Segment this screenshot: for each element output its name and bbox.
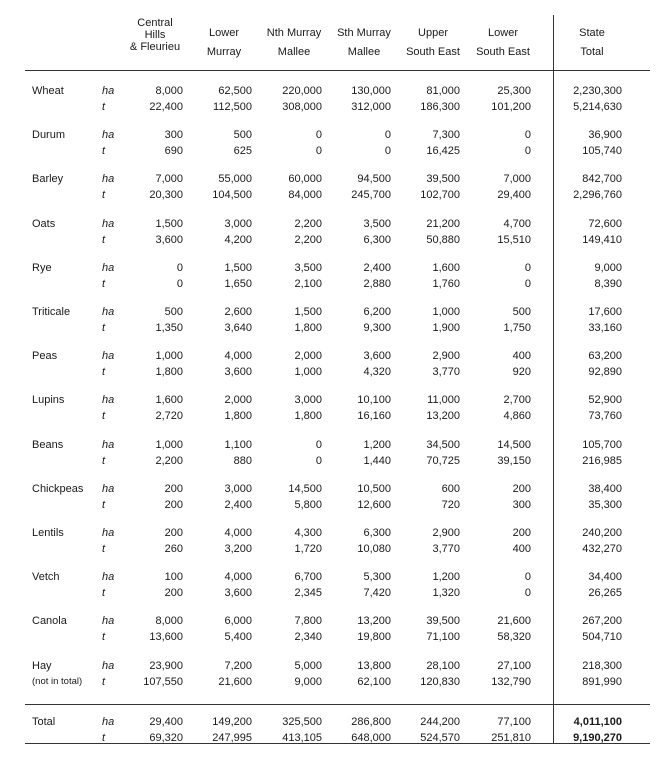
table-cell: 20,300 bbox=[149, 189, 183, 201]
table-cell: 33,160 bbox=[588, 322, 622, 334]
table-cell: 1,800 bbox=[294, 322, 322, 334]
table-cell: 500 bbox=[164, 306, 183, 318]
table-cell: 186,300 bbox=[420, 101, 460, 113]
table-cell: 3,600 bbox=[363, 350, 391, 362]
table-cell: 107,550 bbox=[143, 676, 183, 688]
table-cell: 200 bbox=[164, 483, 183, 495]
crop-note: (not in total) bbox=[32, 676, 83, 687]
table-cell: 36,900 bbox=[588, 129, 622, 141]
table-cell: 1,720 bbox=[294, 543, 322, 555]
unit-t: t bbox=[102, 234, 106, 246]
table-cell: 1,440 bbox=[363, 455, 391, 467]
table-cell: 7,200 bbox=[224, 660, 252, 672]
table-cell: 5,214,630 bbox=[573, 101, 622, 113]
table-cell: 0 bbox=[384, 145, 391, 157]
table-cell: 8,000 bbox=[155, 85, 183, 97]
table-cell: 267,200 bbox=[582, 615, 622, 627]
table-cell: 101,200 bbox=[491, 101, 531, 113]
table-cell: 0 bbox=[524, 587, 531, 599]
table-cell: 4,860 bbox=[503, 410, 531, 422]
unit-ha: ha bbox=[102, 439, 115, 451]
table-cell: 244,200 bbox=[420, 716, 460, 728]
table-cell: 920 bbox=[512, 366, 531, 378]
table-cell: 4,011,100 bbox=[573, 716, 622, 728]
table-cell: 16,160 bbox=[357, 410, 391, 422]
table-cell: 13,600 bbox=[149, 631, 183, 643]
table-cell: 69,320 bbox=[149, 732, 183, 744]
table-cell: 73,760 bbox=[588, 410, 622, 422]
table-cell: 149,200 bbox=[212, 716, 252, 728]
table-cell: 13,200 bbox=[357, 615, 391, 627]
table-cell: 25,300 bbox=[497, 85, 531, 97]
table-cell: 2,700 bbox=[503, 394, 531, 406]
table-cell: 100 bbox=[164, 571, 183, 583]
unit-ha: ha bbox=[102, 394, 115, 406]
table-cell: 5,400 bbox=[224, 631, 252, 643]
table-cell: 55,000 bbox=[218, 173, 252, 185]
table-cell: 0 bbox=[176, 262, 183, 274]
table-cell: 5,000 bbox=[294, 660, 322, 672]
table-cell: 16,425 bbox=[426, 145, 460, 157]
table-cell: 400 bbox=[512, 543, 531, 555]
table-cell: 1,500 bbox=[294, 306, 322, 318]
table-cell: 1,900 bbox=[432, 322, 460, 334]
table-cell: 4,000 bbox=[224, 350, 252, 362]
table-cell: 34,400 bbox=[588, 571, 622, 583]
table-cell: 7,000 bbox=[155, 173, 183, 185]
crop-name: Lupins bbox=[32, 394, 65, 406]
table-cell: 1,200 bbox=[363, 439, 391, 451]
unit-ha: ha bbox=[102, 615, 115, 627]
unit-ha: ha bbox=[102, 350, 115, 362]
table-cell: 3,640 bbox=[224, 322, 252, 334]
table-cell: 625 bbox=[233, 145, 252, 157]
table-cell: 1,800 bbox=[224, 410, 252, 422]
unit-t: t bbox=[102, 101, 106, 113]
table-cell: 2,200 bbox=[294, 234, 322, 246]
table-cell: 2,400 bbox=[224, 499, 252, 511]
table-cell: 690 bbox=[164, 145, 183, 157]
table-cell: 2,296,760 bbox=[573, 189, 622, 201]
table-cell: 1,100 bbox=[224, 439, 252, 451]
table-cell: 35,300 bbox=[588, 499, 622, 511]
table-cell: 1,350 bbox=[155, 322, 183, 334]
crop-name: Peas bbox=[32, 350, 58, 362]
table-cell: 2,000 bbox=[294, 350, 322, 362]
table-cell: 149,410 bbox=[582, 234, 622, 246]
crop-name: Lentils bbox=[32, 527, 64, 539]
table-cell: 3,600 bbox=[155, 234, 183, 246]
table-cell: 4,320 bbox=[363, 366, 391, 378]
table-cell: 104,500 bbox=[212, 189, 252, 201]
table-cell: 9,000 bbox=[594, 262, 622, 274]
table-cell: 26,265 bbox=[588, 587, 622, 599]
table-cell: 240,200 bbox=[582, 527, 622, 539]
crop-label bbox=[32, 526, 64, 540]
unit-ha: ha bbox=[102, 173, 115, 185]
table-cell: 10,500 bbox=[357, 483, 391, 495]
unit-t: t bbox=[102, 499, 106, 511]
table-cell: 0 bbox=[384, 129, 391, 141]
unit-t: t bbox=[102, 278, 106, 290]
table-cell: 891,990 bbox=[582, 676, 622, 688]
table-cell: 2,900 bbox=[432, 527, 460, 539]
unit-ha: ha bbox=[102, 527, 115, 539]
table-cell: 0 bbox=[176, 278, 183, 290]
table-cell: 6,200 bbox=[363, 306, 391, 318]
table-cell: 1,800 bbox=[294, 410, 322, 422]
table-cell: 5,300 bbox=[363, 571, 391, 583]
crop-name: Hay bbox=[32, 660, 52, 672]
table-cell: 4,000 bbox=[224, 571, 252, 583]
table-cell: 2,345 bbox=[294, 587, 322, 599]
table-cell: 29,400 bbox=[149, 716, 183, 728]
table-cell: 81,000 bbox=[426, 85, 460, 97]
table-cell: 9,190,270 bbox=[573, 732, 622, 744]
table-cell: 10,080 bbox=[357, 543, 391, 555]
table-cell: 524,570 bbox=[420, 732, 460, 744]
table-cell: 21,600 bbox=[218, 676, 252, 688]
table-cell: 105,740 bbox=[582, 145, 622, 157]
unit-t: t bbox=[102, 631, 106, 643]
table-cell: 2,720 bbox=[155, 410, 183, 422]
crop-label bbox=[32, 84, 64, 98]
table-cell: 245,700 bbox=[351, 189, 391, 201]
table-cell: 3,600 bbox=[224, 587, 252, 599]
table-cell: 6,700 bbox=[294, 571, 322, 583]
table-cell: 0 bbox=[524, 262, 531, 274]
table-cell: 11,000 bbox=[427, 394, 460, 406]
unit-ha: ha bbox=[102, 660, 115, 672]
table-cell: 218,300 bbox=[582, 660, 622, 672]
table-cell: 260 bbox=[164, 543, 183, 555]
table-cell: 13,200 bbox=[426, 410, 460, 422]
crop-label bbox=[32, 659, 82, 691]
column-header: Nth Murray Mallee bbox=[266, 27, 322, 58]
table-cell: 4,700 bbox=[503, 218, 531, 230]
table-cell: 880 bbox=[233, 455, 252, 467]
crop-name: Chickpeas bbox=[32, 483, 84, 495]
table-cell: 132,790 bbox=[491, 676, 531, 688]
table-cell: 720 bbox=[441, 499, 460, 511]
table-cell: 1,600 bbox=[432, 262, 460, 274]
unit-ha: ha bbox=[102, 129, 115, 141]
table-cell: 8,390 bbox=[594, 278, 622, 290]
unit-ha: ha bbox=[102, 218, 115, 230]
table-cell: 2,340 bbox=[294, 631, 322, 643]
crop-name: Wheat bbox=[32, 85, 64, 97]
table-cell: 21,600 bbox=[497, 615, 531, 627]
table-cell: 3,500 bbox=[294, 262, 322, 274]
table-cell: 0 bbox=[315, 439, 322, 451]
column-header: Upper South East bbox=[406, 27, 460, 58]
table-cell: 200 bbox=[512, 483, 531, 495]
table-cell: 0 bbox=[315, 129, 322, 141]
unit-ha: ha bbox=[102, 716, 115, 728]
table-cell: 1,320 bbox=[432, 587, 460, 599]
table-cell: 6,000 bbox=[224, 615, 252, 627]
crop-name: Durum bbox=[32, 129, 66, 141]
unit-t: t bbox=[102, 732, 106, 744]
table-cell: 3,200 bbox=[224, 543, 252, 555]
table-cell: 84,000 bbox=[288, 189, 322, 201]
table-cell: 39,500 bbox=[426, 615, 460, 627]
table-cell: 52,900 bbox=[588, 394, 622, 406]
crop-name: Triticale bbox=[32, 306, 71, 318]
table-cell: 2,880 bbox=[363, 278, 391, 290]
table-cell: 21,200 bbox=[426, 218, 460, 230]
table-cell: 200 bbox=[164, 499, 183, 511]
table-cell: 39,150 bbox=[497, 455, 531, 467]
crop-label bbox=[32, 570, 60, 584]
crop-name: Rye bbox=[32, 262, 52, 274]
table-cell: 1,000 bbox=[294, 366, 322, 378]
table-cell: 2,200 bbox=[155, 455, 183, 467]
table-cell: 60,000 bbox=[288, 173, 322, 185]
table-cell: 38,400 bbox=[588, 483, 622, 495]
crop-name: Canola bbox=[32, 615, 67, 627]
table-cell: 77,100 bbox=[497, 716, 531, 728]
table-cell: 62,500 bbox=[218, 85, 252, 97]
table-cell: 92,890 bbox=[588, 366, 622, 378]
table-cell: 500 bbox=[512, 306, 531, 318]
table-cell: 27,100 bbox=[497, 660, 531, 672]
unit-t: t bbox=[102, 455, 106, 467]
table-cell: 504,710 bbox=[582, 631, 622, 643]
table-cell: 1,500 bbox=[224, 262, 252, 274]
crop-label bbox=[32, 482, 83, 496]
table-cell: 1,760 bbox=[432, 278, 460, 290]
column-header: Lower Murray bbox=[206, 27, 242, 58]
table-cell: 220,000 bbox=[282, 85, 322, 97]
header-rule bbox=[25, 70, 650, 71]
table-cell: 0 bbox=[524, 129, 531, 141]
crop-label bbox=[32, 172, 63, 186]
unit-ha: ha bbox=[102, 85, 115, 97]
table-cell: 120,830 bbox=[420, 676, 460, 688]
table-cell: 1,000 bbox=[155, 350, 183, 362]
table-cell: 1,200 bbox=[432, 571, 460, 583]
table-cell: 7,800 bbox=[294, 615, 322, 627]
table-cell: 200 bbox=[164, 527, 183, 539]
table-cell: 2,900 bbox=[432, 350, 460, 362]
table-cell: 17,600 bbox=[588, 306, 622, 318]
table-cell: 70,725 bbox=[426, 455, 460, 467]
table-cell: 500 bbox=[233, 129, 252, 141]
table-cell: 62,100 bbox=[357, 676, 391, 688]
table-cell: 6,300 bbox=[363, 527, 391, 539]
crop-label bbox=[32, 217, 55, 231]
table-cell: 22,400 bbox=[149, 101, 183, 113]
unit-t: t bbox=[102, 322, 106, 334]
table-cell: 12,600 bbox=[357, 499, 391, 511]
table-cell: 72,600 bbox=[588, 218, 622, 230]
table-cell: 105,700 bbox=[582, 439, 622, 451]
table-cell: 3,000 bbox=[294, 394, 322, 406]
table-cell: 9,300 bbox=[363, 322, 391, 334]
crop-label bbox=[32, 261, 52, 275]
table-cell: 200 bbox=[164, 587, 183, 599]
table-cell: 3,770 bbox=[432, 366, 460, 378]
crop-label bbox=[32, 305, 70, 319]
table-cell: 1,650 bbox=[224, 278, 252, 290]
table-cell: 2,200 bbox=[294, 218, 322, 230]
table-cell: 58,320 bbox=[497, 631, 531, 643]
table-cell: 200 bbox=[512, 527, 531, 539]
table-cell: 7,300 bbox=[432, 129, 460, 141]
crop-label bbox=[32, 349, 57, 363]
table-cell: 3,000 bbox=[224, 483, 252, 495]
table-cell: 13,800 bbox=[357, 660, 391, 672]
table-cell: 7,420 bbox=[363, 587, 391, 599]
table-cell: 3,600 bbox=[224, 366, 252, 378]
table-cell: 23,900 bbox=[149, 660, 183, 672]
table-cell: 0 bbox=[524, 278, 531, 290]
unit-ha: ha bbox=[102, 262, 115, 274]
unit-t: t bbox=[102, 189, 106, 201]
table-cell: 6,300 bbox=[363, 234, 391, 246]
table-cell: 3,770 bbox=[432, 543, 460, 555]
crop-label bbox=[32, 438, 63, 452]
column-header: Central Hills & Fleurieu bbox=[129, 17, 181, 53]
table-cell: 71,100 bbox=[426, 631, 460, 643]
table-cell: 286,800 bbox=[351, 716, 391, 728]
table-cell: 7,000 bbox=[503, 173, 531, 185]
table-cell: 325,500 bbox=[282, 716, 322, 728]
table-cell: 34,500 bbox=[426, 439, 460, 451]
table-cell: 1,500 bbox=[155, 218, 183, 230]
unit-t: t bbox=[102, 366, 106, 378]
table-cell: 94,500 bbox=[357, 173, 391, 185]
crop-name: Vetch bbox=[32, 571, 60, 583]
table-cell: 50,880 bbox=[426, 234, 460, 246]
unit-t: t bbox=[102, 587, 106, 599]
total-rule bbox=[25, 704, 650, 705]
table-cell: 2,600 bbox=[224, 306, 252, 318]
crop-label bbox=[32, 128, 65, 142]
table-cell: 432,270 bbox=[582, 543, 622, 555]
column-header: Sth Murray Mallee bbox=[337, 27, 391, 58]
table-cell: 28,100 bbox=[426, 660, 460, 672]
table-cell: 63,200 bbox=[588, 350, 622, 362]
unit-t: t bbox=[102, 676, 106, 688]
table-cell: 0 bbox=[524, 571, 531, 583]
table-cell: 9,000 bbox=[294, 676, 322, 688]
table-cell: 300 bbox=[164, 129, 183, 141]
table-cell: 1,000 bbox=[155, 439, 183, 451]
crop-name: Beans bbox=[32, 439, 64, 451]
table-cell: 19,800 bbox=[357, 631, 391, 643]
table-cell: 4,300 bbox=[294, 527, 322, 539]
table-cell: 14,500 bbox=[288, 483, 322, 495]
table-cell: 10,100 bbox=[357, 394, 391, 406]
table-cell: 15,510 bbox=[497, 234, 531, 246]
table-cell: 648,000 bbox=[351, 732, 391, 744]
table-cell: 216,985 bbox=[582, 455, 622, 467]
crop-name: Oats bbox=[32, 218, 56, 230]
table-cell: 308,000 bbox=[282, 101, 322, 113]
table-cell: 251,810 bbox=[491, 732, 531, 744]
unit-ha: ha bbox=[102, 571, 115, 583]
table-cell: 1,000 bbox=[432, 306, 460, 318]
table-cell: 1,750 bbox=[503, 322, 531, 334]
table-cell: 2,100 bbox=[294, 278, 322, 290]
unit-ha: ha bbox=[102, 483, 115, 495]
table-cell: 400 bbox=[512, 350, 531, 362]
crop-label bbox=[32, 393, 64, 407]
table-cell: 2,230,300 bbox=[573, 85, 622, 97]
unit-t: t bbox=[102, 410, 106, 422]
table-cell: 14,500 bbox=[497, 439, 531, 451]
table-cell: 1,600 bbox=[155, 394, 183, 406]
table-cell: 39,500 bbox=[426, 173, 460, 185]
crop-name: Barley bbox=[32, 173, 64, 185]
table-cell: 0 bbox=[315, 145, 322, 157]
table-cell: 3,500 bbox=[363, 218, 391, 230]
crop-label bbox=[32, 614, 67, 628]
column-header: State Total bbox=[579, 27, 605, 58]
unit-t: t bbox=[102, 543, 106, 555]
unit-t: t bbox=[102, 145, 106, 157]
table-cell: 2,400 bbox=[363, 262, 391, 274]
table-cell: 130,000 bbox=[351, 85, 391, 97]
table-cell: 8,000 bbox=[155, 615, 183, 627]
table-cell: 413,105 bbox=[282, 732, 322, 744]
table-cell: 4,000 bbox=[224, 527, 252, 539]
total-label: Total bbox=[32, 716, 56, 728]
table-cell: 312,000 bbox=[351, 101, 391, 113]
table-cell: 300 bbox=[512, 499, 531, 511]
table-cell: 2,000 bbox=[224, 394, 252, 406]
table-cell: 102,700 bbox=[420, 189, 460, 201]
table-cell: 842,700 bbox=[582, 173, 622, 185]
table-cell: 112,500 bbox=[213, 101, 252, 113]
table-cell: 5,800 bbox=[294, 499, 322, 511]
table-cell: 0 bbox=[315, 455, 322, 467]
table-cell: 29,400 bbox=[497, 189, 531, 201]
table-cell: 247,995 bbox=[212, 732, 252, 744]
table-cell: 1,800 bbox=[155, 366, 183, 378]
table-cell: 3,000 bbox=[224, 218, 252, 230]
unit-ha: ha bbox=[102, 306, 115, 318]
column-header: Lower South East bbox=[476, 27, 530, 58]
table-cell: 600 bbox=[441, 483, 460, 495]
table-cell: 0 bbox=[524, 145, 531, 157]
table-cell: 4,200 bbox=[224, 234, 252, 246]
